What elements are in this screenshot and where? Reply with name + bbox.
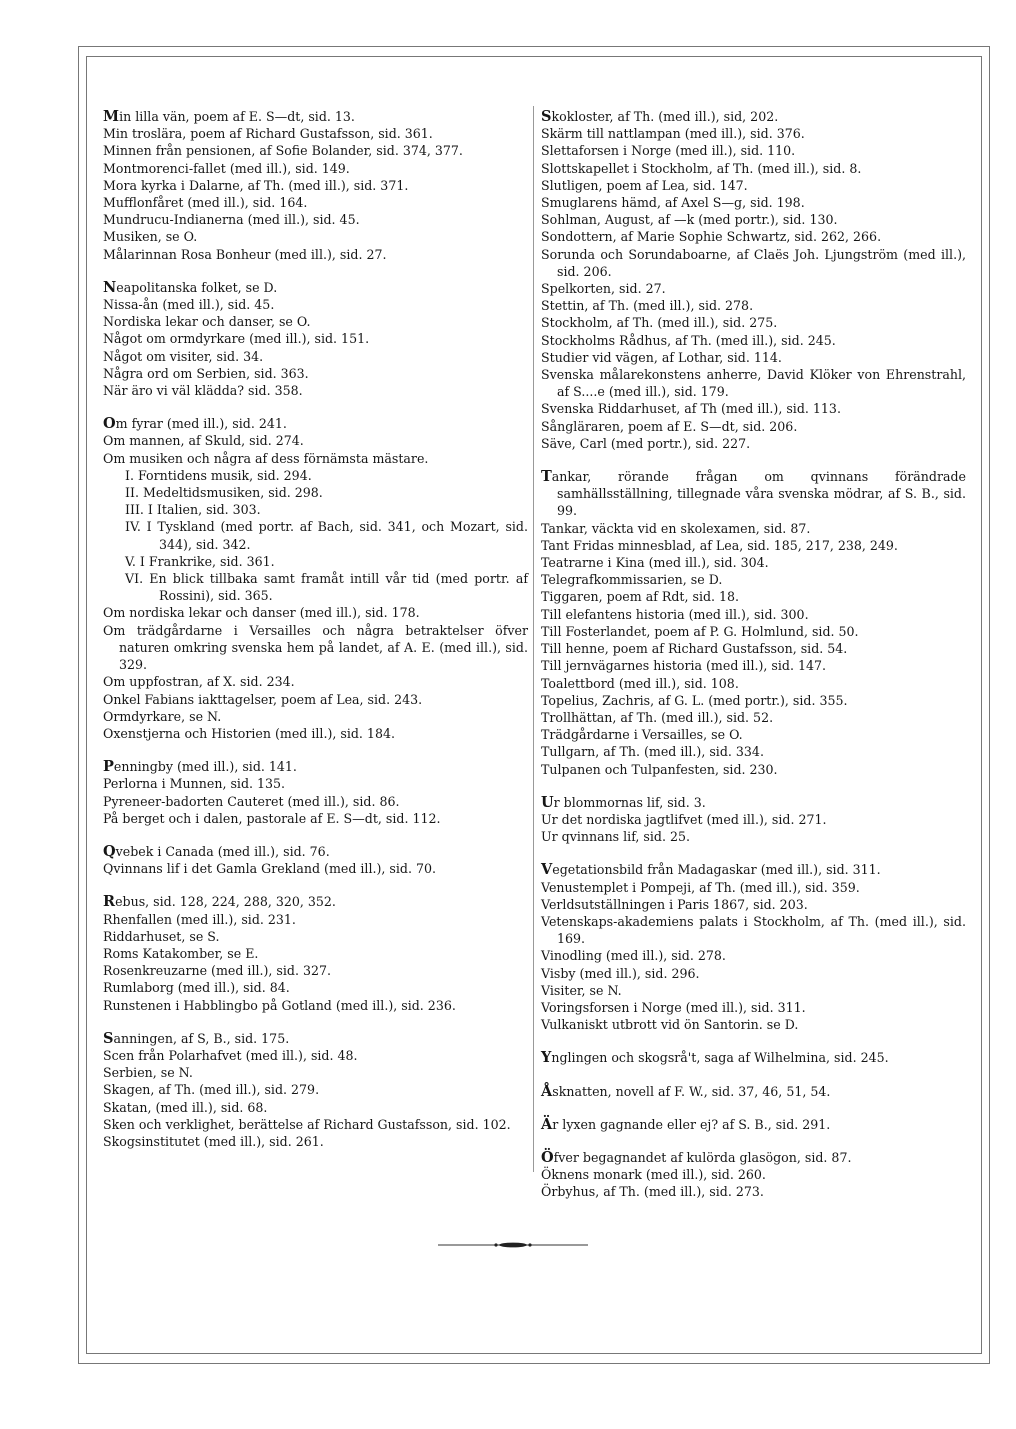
index-entry: Sanningen, af S, B., sid. 175. xyxy=(103,1029,290,1047)
index-entry: Topelius, Zachris, af G. L. (med portr.), sid. 355. xyxy=(541,692,848,708)
index-group-Y xyxy=(541,1049,966,1066)
initial-letter: O xyxy=(103,415,116,433)
index-entry: Stockholms Rådhus, af Th. (med ill.), sid. 245. xyxy=(541,332,836,348)
index-entry: Montmorenci-fallet (med ill.), sid. 149. xyxy=(103,160,350,176)
index-entry: Vegetationsbild från Madagaskar (med ill.), sid. 311. xyxy=(541,861,881,879)
index-entry: Rebus, sid. 128, 224, 288, 320, 352. xyxy=(103,893,336,911)
index-group-Ä xyxy=(541,1116,966,1133)
index-entry: Voringsforsen i Norge (med ill.), sid. 311. xyxy=(541,999,806,1015)
initial-letter: Å xyxy=(541,1082,553,1100)
initial-letter: U xyxy=(541,793,554,811)
index-entry: Skokloster, af Th. (med ill.), sid, 202. xyxy=(541,108,779,125)
index-entry: Rosenkreuzarne (med ill.), sid. 327. xyxy=(103,963,332,979)
index-entry: Vinodling (med ill.), sid. 278. xyxy=(541,948,726,964)
index-entry: Mufflonfåret (med ill.), sid. 164. xyxy=(103,195,308,211)
index-entry: Skogsinstitutet (med ill.), sid. 261. xyxy=(103,1133,324,1149)
initial-letter: Q xyxy=(103,842,116,860)
initial-letter: M xyxy=(103,108,120,125)
index-entry: Qvebek i Canada (med ill.), sid. 76. xyxy=(103,842,330,860)
index-entry: Ur qvinnans lif, sid. 25. xyxy=(541,829,691,845)
index-entry: Ynglingen och skogsrå't, saga af Wilhelmina, sid. 245. xyxy=(541,1049,889,1067)
index-entry: Säve, Carl (med portr.), sid. 227. xyxy=(541,435,751,451)
index-entry: Perlorna i Munnen, sid. 135. xyxy=(103,776,286,792)
index-entry: Öknens monark (med ill.), sid. 260. xyxy=(541,1167,766,1183)
index-entry: Till Fosterlandet, poem af P. G. Holmlund, sid. 50. xyxy=(541,623,859,639)
initial-letter: N xyxy=(103,278,117,296)
index-entry: Serbien, se N. xyxy=(103,1065,193,1081)
index-group-N xyxy=(103,279,528,399)
index-entry: Vetenskaps-akademiens palats i Stockholm, af Th. (med ill.), sid. 169. xyxy=(541,913,966,947)
index-entry: Verldsutställningen i Paris 1867, sid. 203. xyxy=(541,896,808,912)
index-entry: Tankar, väckta vid en skolexamen, sid. 87. xyxy=(541,520,811,536)
index-entry: Till elefantens historia (med ill.), sid. 300. xyxy=(541,606,809,622)
index-entry: Qvinnans lif i det Gamla Grekland (med ill.), sid. 70. xyxy=(103,861,436,877)
index-entry: Skärm till nattlampan (med ill.), sid. 376. xyxy=(541,126,805,142)
index-entry: På berget och i dalen, pastorale af E. S—dt, sid. 112. xyxy=(103,810,441,826)
ornament-divider xyxy=(438,1240,588,1250)
index-column-right xyxy=(541,108,966,1217)
index-entry: Något om ormdyrkare (med ill.), sid. 151. xyxy=(103,331,370,347)
index-entry: Ormdyrkare, se N. xyxy=(103,708,222,724)
index-group-V xyxy=(541,861,966,1033)
index-entry: Svenska Riddarhuset, af Th (med ill.), sid. 113. xyxy=(541,401,841,417)
index-entry: Till jernvägarnes historia (med ill.), sid. 147. xyxy=(541,658,827,674)
index-entry: Toalettbord (med ill.), sid. 108. xyxy=(541,675,739,691)
index-entry: Skatan, (med ill.), sid. 68. xyxy=(103,1099,268,1115)
index-group-O xyxy=(103,415,528,742)
index-entry: Trollhättan, af Th. (med ill.), sid. 52. xyxy=(541,709,774,725)
index-group-S xyxy=(103,1030,528,1150)
index-entry: När äro vi väl klädda? sid. 358. xyxy=(103,383,303,399)
initial-letter: S xyxy=(541,108,552,125)
index-group-Q xyxy=(103,843,528,877)
index-entry: Tankar, rörande frågan om qvinnans förändrade samhällsställning, tillegnade våra svenska mödrar, af S. B., sid. 99. xyxy=(541,468,966,519)
initial-letter: T xyxy=(541,468,552,486)
index-entry: Mundrucu-Indianerna (med ill.), sid. 45. xyxy=(103,212,360,228)
index-entry: Runstenen i Habblingbo på Gotland (med ill.), sid. 236. xyxy=(103,997,456,1013)
index-entry: Ur det nordiska jagtlifvet (med ill.), sid. 271. xyxy=(541,811,827,827)
initial-letter: P xyxy=(103,758,114,776)
index-entry: Svenska målarekonstens anherre, David Klöker von Ehrenstrahl, af S....e (med ill.), sid. 179. xyxy=(541,367,966,400)
index-entry: Stettin, af Th. (med ill.), sid. 278. xyxy=(541,298,754,314)
index-entry: Visiter, se N. xyxy=(541,982,622,998)
index-entry: Onkel Fabians iakttagelser, poem af Lea, sid. 243. xyxy=(103,691,423,707)
index-entry: Musiken, se O. xyxy=(103,229,198,245)
index-entry: Om fyrar (med ill.), sid. 241. xyxy=(103,415,287,433)
index-entry: Mora kyrka i Dalarne, af Th. (med ill.), sid. 371. xyxy=(103,177,409,193)
index-group-Ö xyxy=(541,1149,966,1201)
index-subentry: VI. En blick tillbaka samt framåt intill vår tid (med portr. af Rossini), sid. 365. xyxy=(125,571,528,604)
initial-letter: Y xyxy=(541,1049,552,1067)
initial-letter: S xyxy=(103,1029,114,1047)
index-subentry: IV. I Tyskland (med portr. af Bach, sid. 341, och Mozart, sid. 344), sid. 342. xyxy=(125,519,528,552)
index-entry: Slutligen, poem af Lea, sid. 147. xyxy=(541,177,748,193)
index-group-P xyxy=(103,758,528,827)
index-entry: Stockholm, af Th. (med ill.), sid. 275. xyxy=(541,315,778,331)
index-entry: Studier vid vägen, af Lothar, sid. 114. xyxy=(541,349,782,365)
index-entry: Nissa-ån (med ill.), sid. 45. xyxy=(103,297,275,313)
index-entry: Neapolitanska folket, se D. xyxy=(103,278,278,296)
index-entry: Sorunda och Sorundaboarne, af Claës Joh. Ljungström (med ill.), sid. 206. xyxy=(541,246,966,279)
index-entry: Spelkorten, sid. 27. xyxy=(541,281,666,297)
index-entry: Är lyxen gagnande eller ej? af S. B., sid. 291. xyxy=(541,1115,831,1133)
index-subentry: V. I Frankrike, sid. 361. xyxy=(125,553,275,569)
index-entry: Om nordiska lekar och danser (med ill.), sid. 178. xyxy=(103,605,420,621)
index-entry: Roms Katakomber, se E. xyxy=(103,945,259,961)
initial-letter: Ä xyxy=(541,1115,553,1133)
index-entry: Slettaforsen i Norge (med ill.), sid. 110. xyxy=(541,143,796,159)
index-group-Å xyxy=(541,1083,966,1100)
index-entry: Ur blommornas lif, sid. 3. xyxy=(541,793,706,811)
initial-letter: R xyxy=(103,893,116,911)
index-entry: Minnen från pensionen, af Sofie Bolander, sid. 374, 377. xyxy=(103,143,463,159)
index-subentry: II. Medeltidsmusiken, sid. 298. xyxy=(125,485,323,501)
index-entry: Sohlman, August, af —k (med portr.), sid. 130. xyxy=(541,212,838,228)
index-entry: Tullgarn, af Th. (med ill.), sid. 334. xyxy=(541,744,764,760)
index-entry: Tiggaren, poem af Rdt, sid. 18. xyxy=(541,589,740,605)
index-entry: Oxenstjerna och Historien (med ill.), sid. 184. xyxy=(103,725,395,741)
index-entry: Nordiska lekar och danser, se O. xyxy=(103,314,311,330)
index-entry: Pyreneer-badorten Cauteret (med ill.), sid. 86. xyxy=(103,793,400,809)
index-entry: Örbyhus, af Th. (med ill.), sid. 273. xyxy=(541,1184,764,1200)
index-entry: Öfver begagnandet af kulörda glasögon, sid. 87. xyxy=(541,1148,852,1166)
index-group-S xyxy=(541,108,966,452)
index-entry: Telegrafkommissarien, se D. xyxy=(541,572,723,588)
index-entry: Sken och verklighet, berättelse af Richard Gustafsson, sid. 102. xyxy=(103,1116,511,1132)
index-group-U xyxy=(541,794,966,846)
index-entry: Min lilla vän, poem af E. S—dt, sid. 13. xyxy=(103,108,355,125)
index-entry: Om musiken och några af dess förnämsta mästare. xyxy=(103,450,429,466)
initial-letter: V xyxy=(541,861,553,879)
index-entry: Tant Fridas minnesblad, af Lea, sid. 185, 217, 238, 249. xyxy=(541,537,898,553)
index-entry: Sondottern, af Marie Sophie Schwartz, sid. 262, 266. xyxy=(541,229,882,245)
index-entry: Målarinnan Rosa Bonheur (med ill.), sid. 27. xyxy=(103,246,387,262)
index-entry: Visby (med ill.), sid. 296. xyxy=(541,965,700,981)
column-divider xyxy=(533,106,534,1172)
index-entry: Om mannen, af Skuld, sid. 274. xyxy=(103,433,304,449)
index-entry: Penningby (med ill.), sid. 141. xyxy=(103,758,297,776)
index-entry: Om uppfostran, af X. sid. 234. xyxy=(103,674,295,690)
index-entry: Skagen, af Th. (med ill.), sid. 279. xyxy=(103,1082,320,1098)
index-entry: Riddarhuset, se S. xyxy=(103,928,220,944)
initial-letter: Ö xyxy=(541,1148,554,1166)
index-entry: Rhenfallen (med ill.), sid. 231. xyxy=(103,911,296,927)
index-entry: Trädgårdarne i Versailles, se O. xyxy=(541,727,743,743)
index-entry: Tulpanen och Tulpanfesten, sid. 230. xyxy=(541,761,778,777)
index-entry: Min troslära, poem af Richard Gustafsson, sid. 361. xyxy=(103,126,433,142)
index-entry: Venustemplet i Pompeji, af Th. (med ill.), sid. 359. xyxy=(541,879,860,895)
index-subentry: I. Forntidens musik, sid. 294. xyxy=(125,467,312,483)
index-column-left xyxy=(103,108,528,1166)
index-group-R xyxy=(103,893,528,1013)
index-subentry: III. I Italien, sid. 303. xyxy=(125,502,261,518)
index-entry: Vulkaniskt utbrott vid ön Santorin. se D. xyxy=(541,1017,799,1033)
index-entry: Några ord om Serbien, sid. 363. xyxy=(103,365,309,381)
index-entry: Smuglarens hämd, af Axel S—g, sid. 198. xyxy=(541,195,805,211)
index-entry: Scen från Polarhafvet (med ill.), sid. 48. xyxy=(103,1047,358,1063)
index-entry: Till henne, poem af Richard Gustafsson, sid. 54. xyxy=(541,641,848,657)
index-group-M xyxy=(103,108,528,263)
index-entry: Något om visiter, sid. 34. xyxy=(103,348,264,364)
index-entry: Rumlaborg (med ill.), sid. 84. xyxy=(103,980,290,996)
index-entry: Om trädgårdarne i Versailles och några betraktelser öfver naturen omkring svenska hem på landet, af A. E. (med ill.), sid. 329. xyxy=(103,622,528,673)
index-group-T xyxy=(541,468,966,778)
index-entry: Åsknatten, novell af F. W., sid. 37, 46, 51, 54. xyxy=(541,1082,831,1100)
index-entry: Sångläraren, poem af E. S—dt, sid. 206. xyxy=(541,418,798,434)
index-entry: Teatrarne i Kina (med ill.), sid. 304. xyxy=(541,555,769,571)
index-entry: Slottskapellet i Stockholm, af Th. (med ill.), sid. 8. xyxy=(541,160,862,176)
